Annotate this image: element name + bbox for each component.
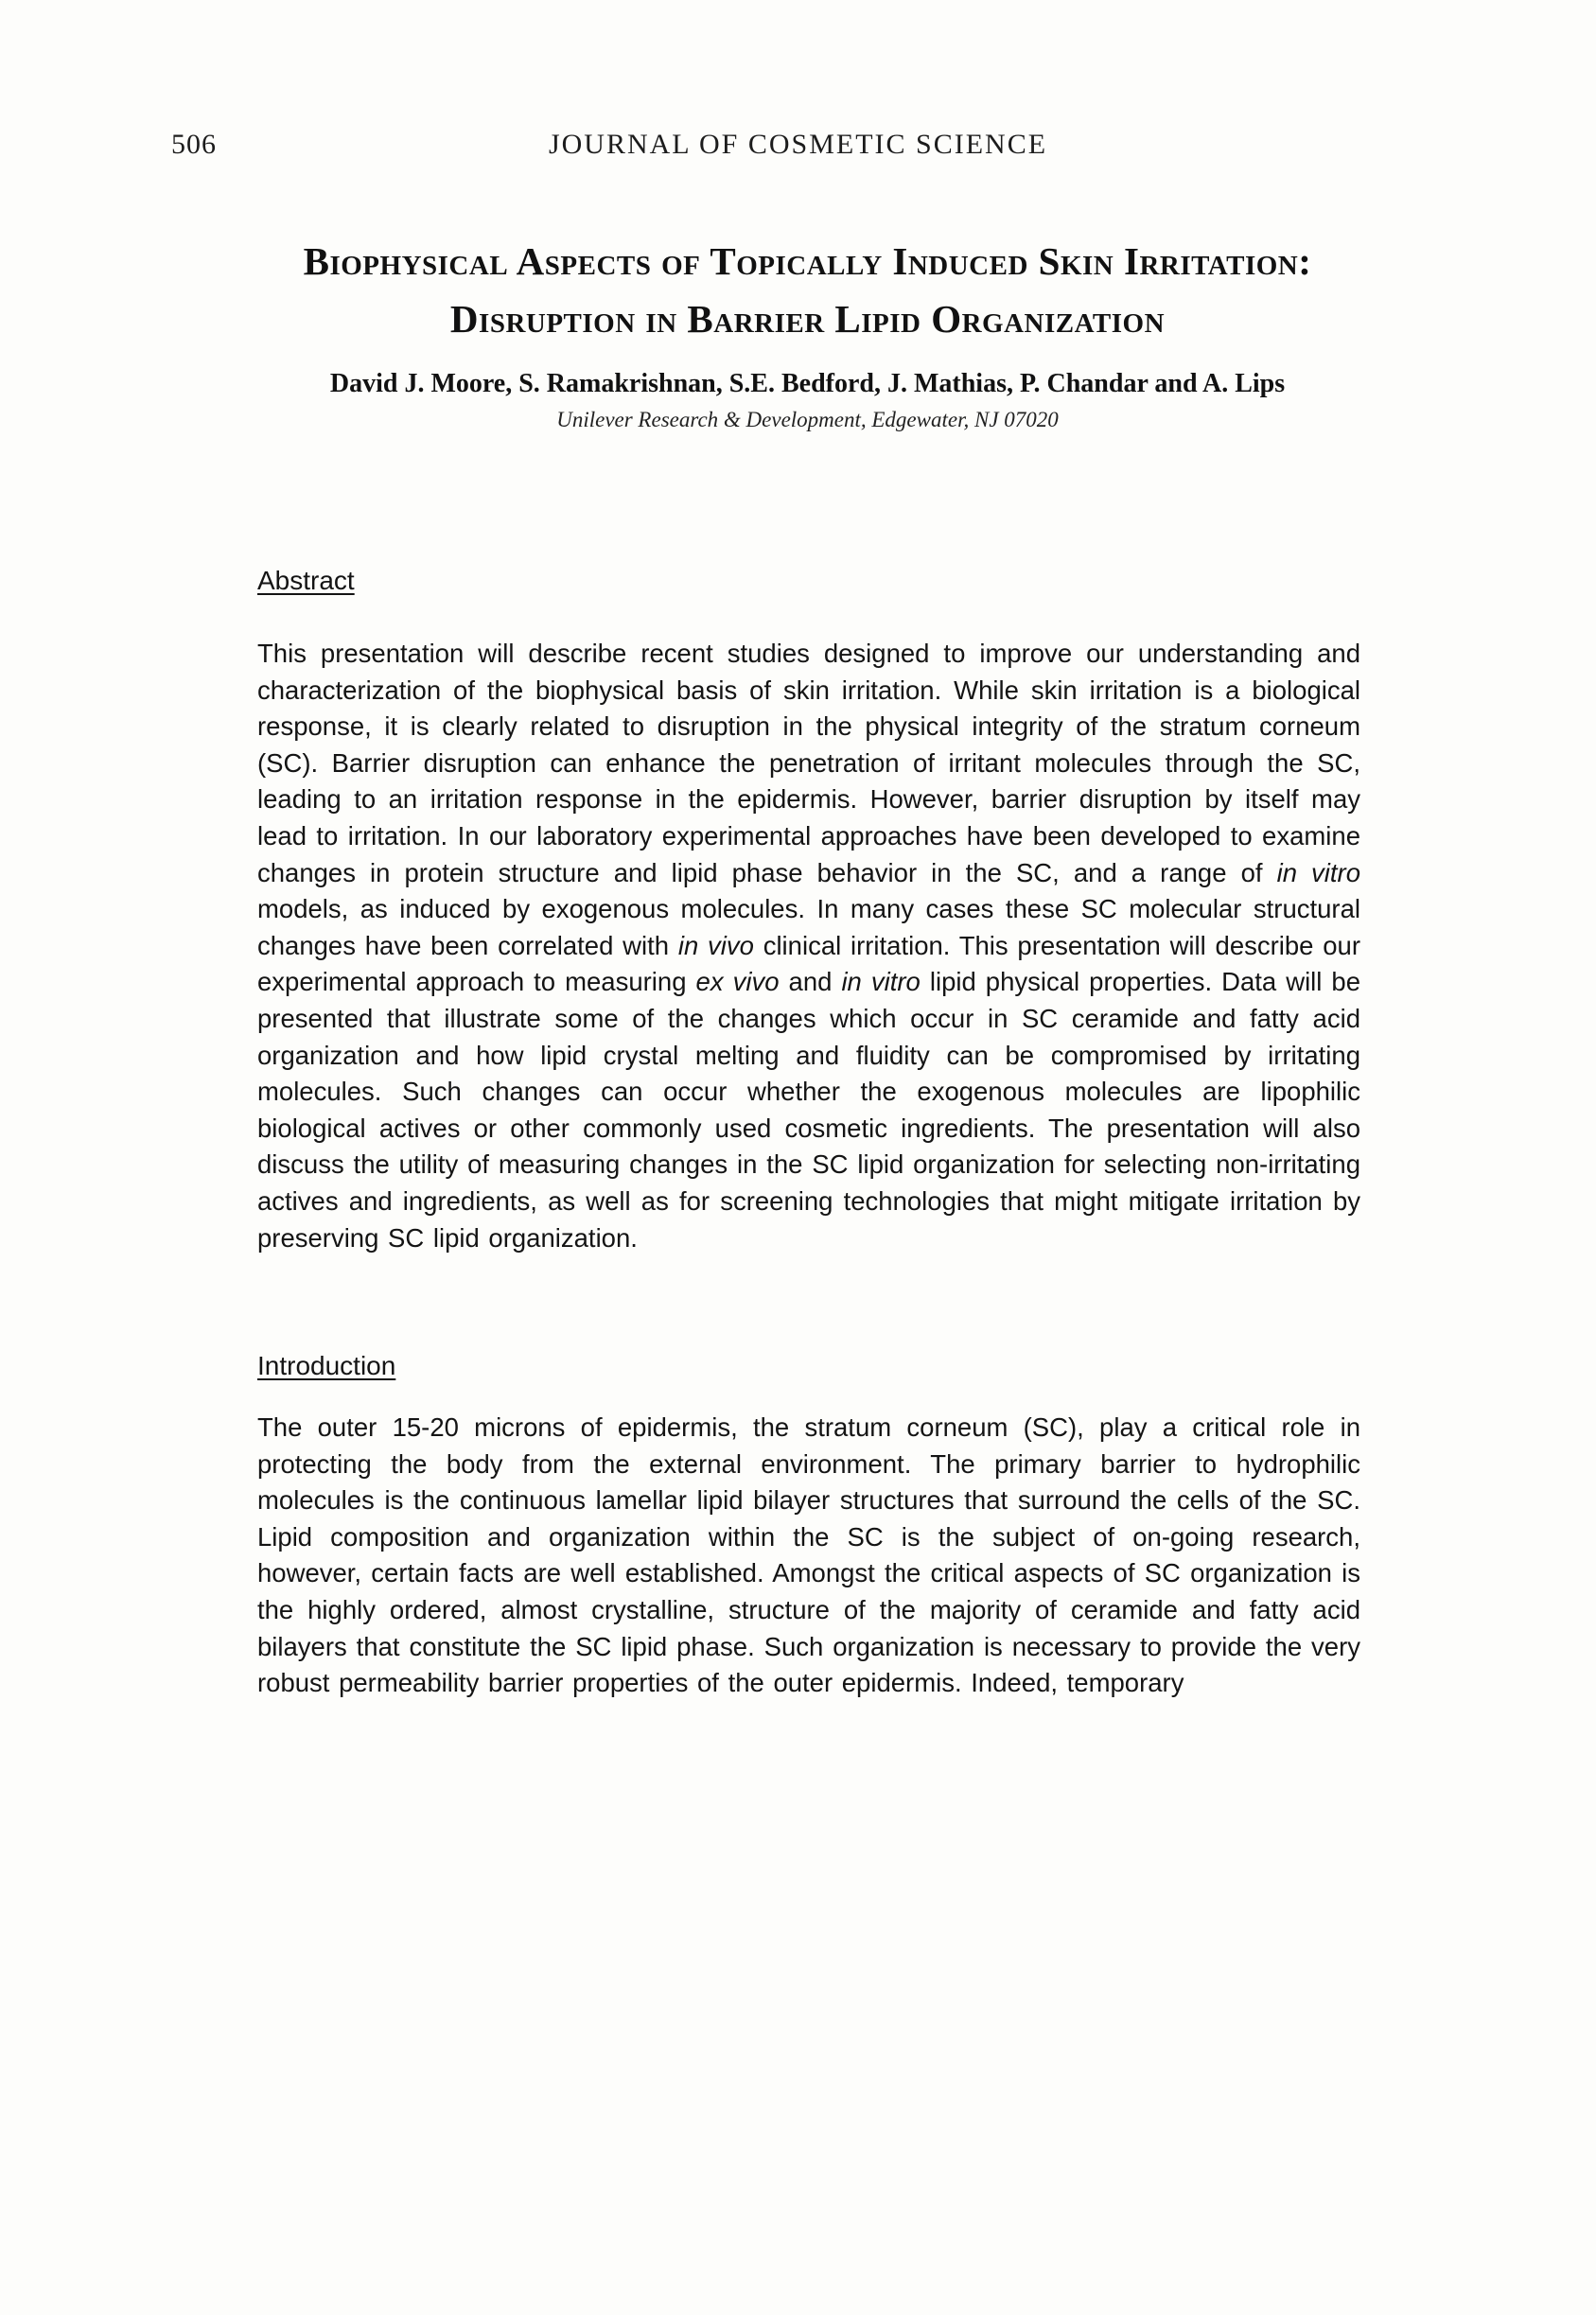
journal-header: JOURNAL OF COSMETIC SCIENCE [548,129,1048,160]
article-title-block [114,233,1501,432]
abstract-paragraph: This presentation will describe recent studies designed to improve our understanding and characterization of the biophysical basis of skin irritation. While skin irritation is a biological response, it is clearly related to disruption in the physical integrity of the stratum corneum (SC). Barrier disruption can enhance the penetration of irritant molecules through the SC, leading to an irritation response in the epidermis. However, barrier disruption by itself may lead to irritation. In our laboratory experimental approaches have been developed to examine changes in protein structure and lipid phase behavior in the SC, and a range of in vitro models, as induced by exogenous molecules. In many cases these SC molecular structural changes have been correlated with in vivo clinical irritation. This presentation will describe our experimental approach to measuring ex vivo and in vitro lipid physical properties. Data will be presented that illustrate some of the changes which occur in SC ceramide and fatty acid organization and how lipid crystal melting and fluidity can be compromised by irritating molecules. Such changes can occur whether the exogenous molecules are lipophilic biological actives or other commonly used cosmetic ingredients. The presentation will also discuss the utility of measuring changes in the SC lipid organization for selecting non-irritating actives and ingredients, as well as for screening technologies that might mitigate irritation by preserving SC lipid organization. [257,639,1361,1253]
running-head [0,129,1596,161]
title-line-1: Biophysical Aspects of Topically Induced Skin Irritation: [303,239,1312,283]
authors-line: David J. Moore, S. Ramakrishnan, S.E. Bedford, J. Mathias, P. Chandar and A. Lips [329,369,1286,398]
introduction-paragraph: The outer 15-20 microns of epidermis, the stratum corneum (SC), play a critical role in protecting the body from the external environment. The primary barrier to hydrophilic molecules is the continuous lamellar lipid bilayer structures that surround the cells of the SC. Lipid composition and organization within the SC is the subject of on-going research, however, certain facts are well established. Amongst the critical aspects of SC organization is the highly ordered, almost crystalline, structure of the majority of ceramide and fatty acid bilayers that constitute the SC lipid phase. Such organization is necessary to provide the very robust permeability barrier properties of the outer epidermis. Indeed, temporary [257,1412,1360,1698]
title-line-2: Disruption in Barrier Lipid Organization [449,297,1166,341]
abstract-heading: Abstract [257,566,355,595]
article-body [257,566,1360,1702]
section-introduction [257,1351,1360,1702]
introduction-heading: Introduction [257,1351,396,1381]
article-title [114,233,1501,348]
page-number: 506 [171,129,217,160]
section-abstract [257,566,1360,1256]
affiliation-line: Unilever Research & Development, Edgewater, NJ 07020 [556,408,1059,431]
